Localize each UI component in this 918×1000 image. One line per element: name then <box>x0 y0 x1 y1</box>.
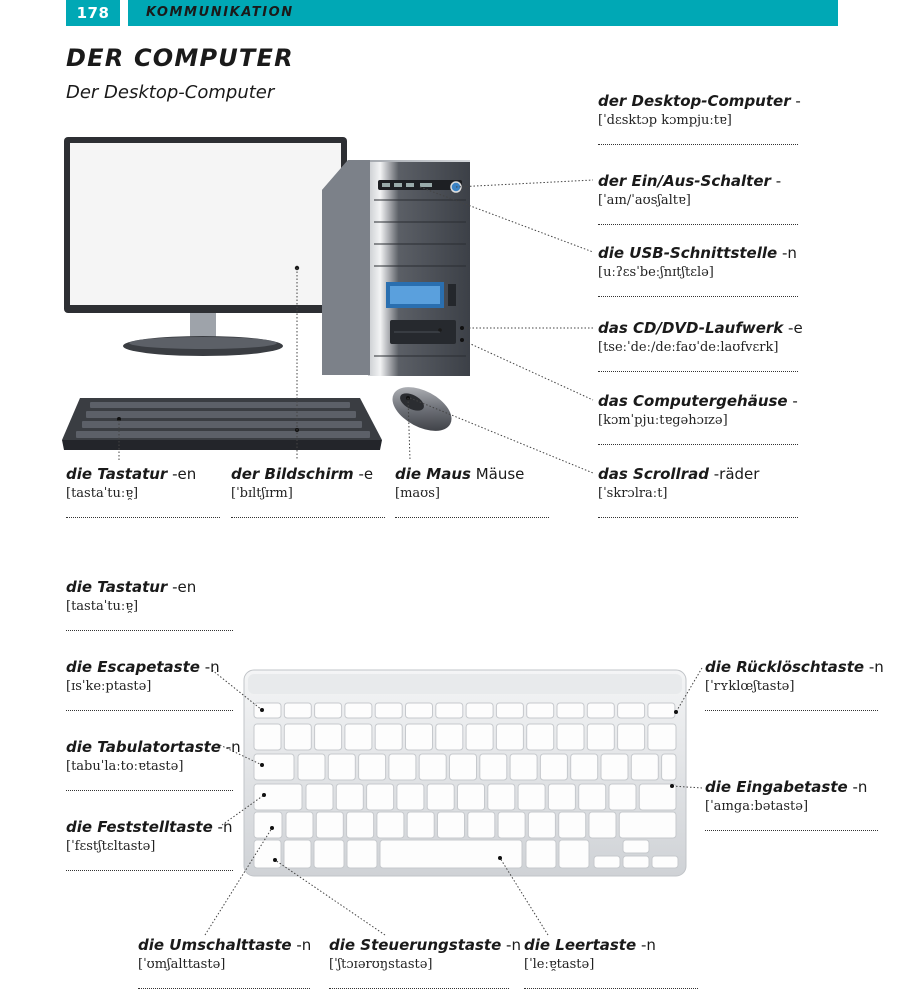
keyboard-key <box>468 812 495 838</box>
term-word: die Leertaste <box>524 936 637 954</box>
keyboard-key <box>438 812 465 838</box>
keyboard-key <box>579 784 606 810</box>
term-word: die Maus <box>395 465 471 483</box>
term-plural: -e <box>358 465 374 483</box>
keyboard-key <box>559 840 589 868</box>
label-screen <box>231 464 385 518</box>
term-ipa: [kɔmˈpjuːtɐgəhɔɪzə] <box>598 413 728 428</box>
keyboard-key <box>623 856 649 868</box>
label-keyboard <box>66 577 233 631</box>
keyboard-key <box>347 812 374 838</box>
keyboard-key <box>306 784 333 810</box>
term-ipa: [ˈfɛstʃtɛltastə] <box>66 839 156 854</box>
keyboard-key <box>589 812 616 838</box>
answer-line[interactable] <box>705 710 878 711</box>
keyboard-key <box>254 840 281 868</box>
answer-line[interactable] <box>66 870 233 871</box>
desktop-keyboard-image <box>62 398 382 450</box>
term-ipa: [ɪsˈkeːptastə] <box>66 679 152 694</box>
keyboard-key <box>648 703 675 718</box>
keyboard-key <box>587 724 614 750</box>
term-ipa: [uːʔɛsˈbeːʃnɪtʃtɛlə] <box>598 265 714 280</box>
keyboard-key <box>389 754 416 780</box>
keyboard-key <box>450 754 477 780</box>
label-cd-dvd-drive <box>598 318 803 372</box>
keyboard-key <box>652 856 678 868</box>
keyboard-key <box>345 703 372 718</box>
label-scroll-wheel <box>598 464 798 518</box>
term-ipa: [ˈrʏklœʃtastə] <box>705 679 795 694</box>
keyboard-key <box>496 724 523 750</box>
label-backspace-key <box>705 657 884 711</box>
keyboard-key <box>419 754 446 780</box>
keyboard-key <box>527 724 554 750</box>
term-ipa: [ˈdɛsktɔp kɔmpjuːtɐ] <box>598 113 732 128</box>
term-ipa: [ˈʊmʃalttastə] <box>138 957 226 972</box>
term-word: die Feststelltaste <box>66 818 213 836</box>
label-mouse <box>395 464 549 518</box>
keyboard-key <box>375 703 402 718</box>
label-caps-lock-key <box>66 817 233 871</box>
answer-line[interactable] <box>598 517 798 518</box>
keyboard-key <box>254 703 281 718</box>
apple-keyboard-image <box>244 670 686 876</box>
keyboard-key <box>284 724 311 750</box>
keyboard-key <box>526 840 556 868</box>
keyboard-key <box>557 724 584 750</box>
keyboard-key <box>619 812 676 838</box>
label-control-key <box>329 935 521 989</box>
label-space-bar <box>524 935 698 989</box>
term-plural: -räder <box>713 465 760 483</box>
label-tab-key <box>66 737 241 791</box>
answer-line[interactable] <box>705 830 878 831</box>
term-ipa: [ˈaɪn/ˈaʊsʃaltɐ] <box>598 193 691 208</box>
keyboard-key <box>316 812 343 838</box>
term-word: das Computergehäuse <box>598 392 788 410</box>
label-enter-key <box>705 777 878 831</box>
keyboard-key <box>648 724 676 750</box>
term-ipa: [tseːˈdeː/deːfaʊˈdeːlaʊfvɛrk] <box>598 340 779 355</box>
label-escape-key <box>66 657 233 711</box>
keyboard-key <box>601 754 628 780</box>
page-subtitle: Der Desktop-Computer <box>66 82 275 103</box>
label-usb-port <box>598 243 798 297</box>
label-shift-key <box>138 935 310 989</box>
keyboard-key <box>631 754 658 780</box>
term-plural: -en <box>172 465 197 483</box>
answer-line[interactable] <box>66 710 233 711</box>
term-ipa: [ˈbɪltʃɪrm] <box>231 486 293 501</box>
label-power-switch <box>598 171 798 225</box>
keyboard-key <box>347 840 377 868</box>
term-plural: -n <box>204 658 220 676</box>
term-word: die Rücklöschtaste <box>705 658 865 676</box>
term-word: die Tastatur <box>66 465 168 483</box>
answer-line[interactable] <box>598 444 798 445</box>
keyboard-key <box>623 840 649 853</box>
keyboard-key <box>587 703 614 718</box>
keyboard-key <box>314 840 344 868</box>
keyboard-key <box>406 703 433 718</box>
keyboard-key <box>662 754 676 780</box>
term-plural: - <box>792 392 798 410</box>
answer-line[interactable] <box>138 988 310 989</box>
term-plural: -n <box>506 936 521 954</box>
keyboard-key <box>427 784 454 810</box>
term-word: die USB-Schnittstelle <box>598 244 778 262</box>
keyboard-key <box>359 754 386 780</box>
term-word: die Steuerungstaste <box>329 936 502 954</box>
keyboard-key <box>315 703 342 718</box>
term-plural: -n <box>640 936 656 954</box>
page-title: DER COMPUTER <box>66 44 294 72</box>
term-plural: - <box>775 172 782 190</box>
term-plural: -n <box>296 936 312 954</box>
keyboard-key <box>540 754 567 780</box>
keyboard-key <box>528 812 555 838</box>
term-ipa: [ˈleːɐ̯tastə] <box>524 957 595 972</box>
term-word: die Umschalttaste <box>138 936 292 954</box>
keyboard-key <box>609 784 636 810</box>
keyboard-key <box>286 812 313 838</box>
answer-line[interactable] <box>66 630 233 631</box>
keyboard-key <box>548 784 575 810</box>
keyboard-key <box>510 754 537 780</box>
keyboard-key <box>571 754 598 780</box>
keyboard-key <box>594 856 620 868</box>
keyboard-key <box>466 724 493 750</box>
term-ipa: [tastaˈtuːɐ̯] <box>66 486 139 501</box>
term-word: die Tastatur <box>66 578 168 596</box>
term-plural: Mäuse <box>475 465 525 483</box>
computer-case-image <box>322 160 470 376</box>
term-plural: -n <box>781 244 797 262</box>
term-plural: -en <box>172 578 197 596</box>
keyboard-key <box>527 703 554 718</box>
keyboard-key <box>380 840 522 868</box>
answer-line[interactable] <box>231 517 385 518</box>
keyboard-key <box>488 784 515 810</box>
term-plural: - <box>795 92 801 110</box>
keyboard-key <box>345 724 372 750</box>
keyboard-key <box>298 754 325 780</box>
keyboard-key <box>406 724 433 750</box>
answer-line[interactable] <box>598 371 798 372</box>
term-word: das CD/DVD-Laufwerk <box>598 319 784 337</box>
label-keyboard-desktop <box>66 464 220 518</box>
keyboard-key <box>518 784 545 810</box>
answer-line[interactable] <box>598 144 798 145</box>
keyboard-key <box>559 812 586 838</box>
keyboard-key <box>375 724 402 750</box>
answer-line[interactable] <box>598 224 798 225</box>
label-desktop-computer <box>598 91 801 145</box>
answer-line[interactable] <box>66 790 233 791</box>
keyboard-key <box>254 784 302 810</box>
keyboard-key <box>466 703 493 718</box>
term-word: der Ein/Aus-Schalter <box>598 172 771 190</box>
term-ipa: [ˈʃtɔɪərʊŋstastə] <box>329 957 433 972</box>
term-plural: -n <box>217 818 233 836</box>
term-ipa: [ˈaɪngaːbətastə] <box>705 799 809 814</box>
term-plural: -n <box>852 778 868 796</box>
monitor-image <box>64 137 347 356</box>
keyboard-key <box>254 812 282 838</box>
keyboard-key <box>639 784 676 810</box>
mouse-image <box>385 378 458 440</box>
keyboard-key <box>557 703 584 718</box>
answer-line[interactable] <box>524 988 698 989</box>
keyboard-key <box>436 703 463 718</box>
label-computer-case <box>598 391 798 445</box>
answer-line[interactable] <box>395 517 549 518</box>
answer-line[interactable] <box>329 988 509 989</box>
page-number: 178 <box>66 0 120 26</box>
keyboard-key <box>397 784 424 810</box>
keyboard-key <box>480 754 507 780</box>
keyboard-key <box>496 703 523 718</box>
keyboard-key <box>284 840 311 868</box>
answer-line[interactable] <box>66 517 220 518</box>
answer-line[interactable] <box>598 296 798 297</box>
keyboard-key <box>407 812 434 838</box>
section-title: KOMMUNIKATION <box>146 5 294 20</box>
keyboard-key <box>315 724 342 750</box>
keyboard-key <box>367 784 394 810</box>
keyboard-key <box>458 784 485 810</box>
term-plural: -e <box>788 319 803 337</box>
term-plural: -n <box>225 738 241 756</box>
keyboard-key <box>254 724 281 750</box>
term-ipa: [maʊs] <box>395 486 440 501</box>
term-word: der Bildschirm <box>231 465 354 483</box>
keyboard-key <box>377 812 404 838</box>
term-word: die Tabulatortaste <box>66 738 221 756</box>
keyboard-key <box>436 724 463 750</box>
keyboard-key <box>336 784 363 810</box>
keyboard-key <box>284 703 311 718</box>
keyboard-key <box>328 754 355 780</box>
keyboard-key <box>254 754 294 780</box>
keyboard-key <box>618 703 645 718</box>
term-ipa: [tastaˈtuːɐ̯] <box>66 599 139 614</box>
term-word: die Eingabetaste <box>705 778 848 796</box>
term-ipa: [ˈskrɔlraːt] <box>598 486 668 501</box>
term-word: der Desktop-Computer <box>598 92 791 110</box>
term-plural: -n <box>868 658 884 676</box>
term-ipa: [tabuˈlaːtoːɐtastə] <box>66 759 184 774</box>
keyboard-key <box>618 724 645 750</box>
term-word: das Scrollrad <box>598 465 709 483</box>
term-word: die Escapetaste <box>66 658 200 676</box>
keyboard-key <box>498 812 525 838</box>
